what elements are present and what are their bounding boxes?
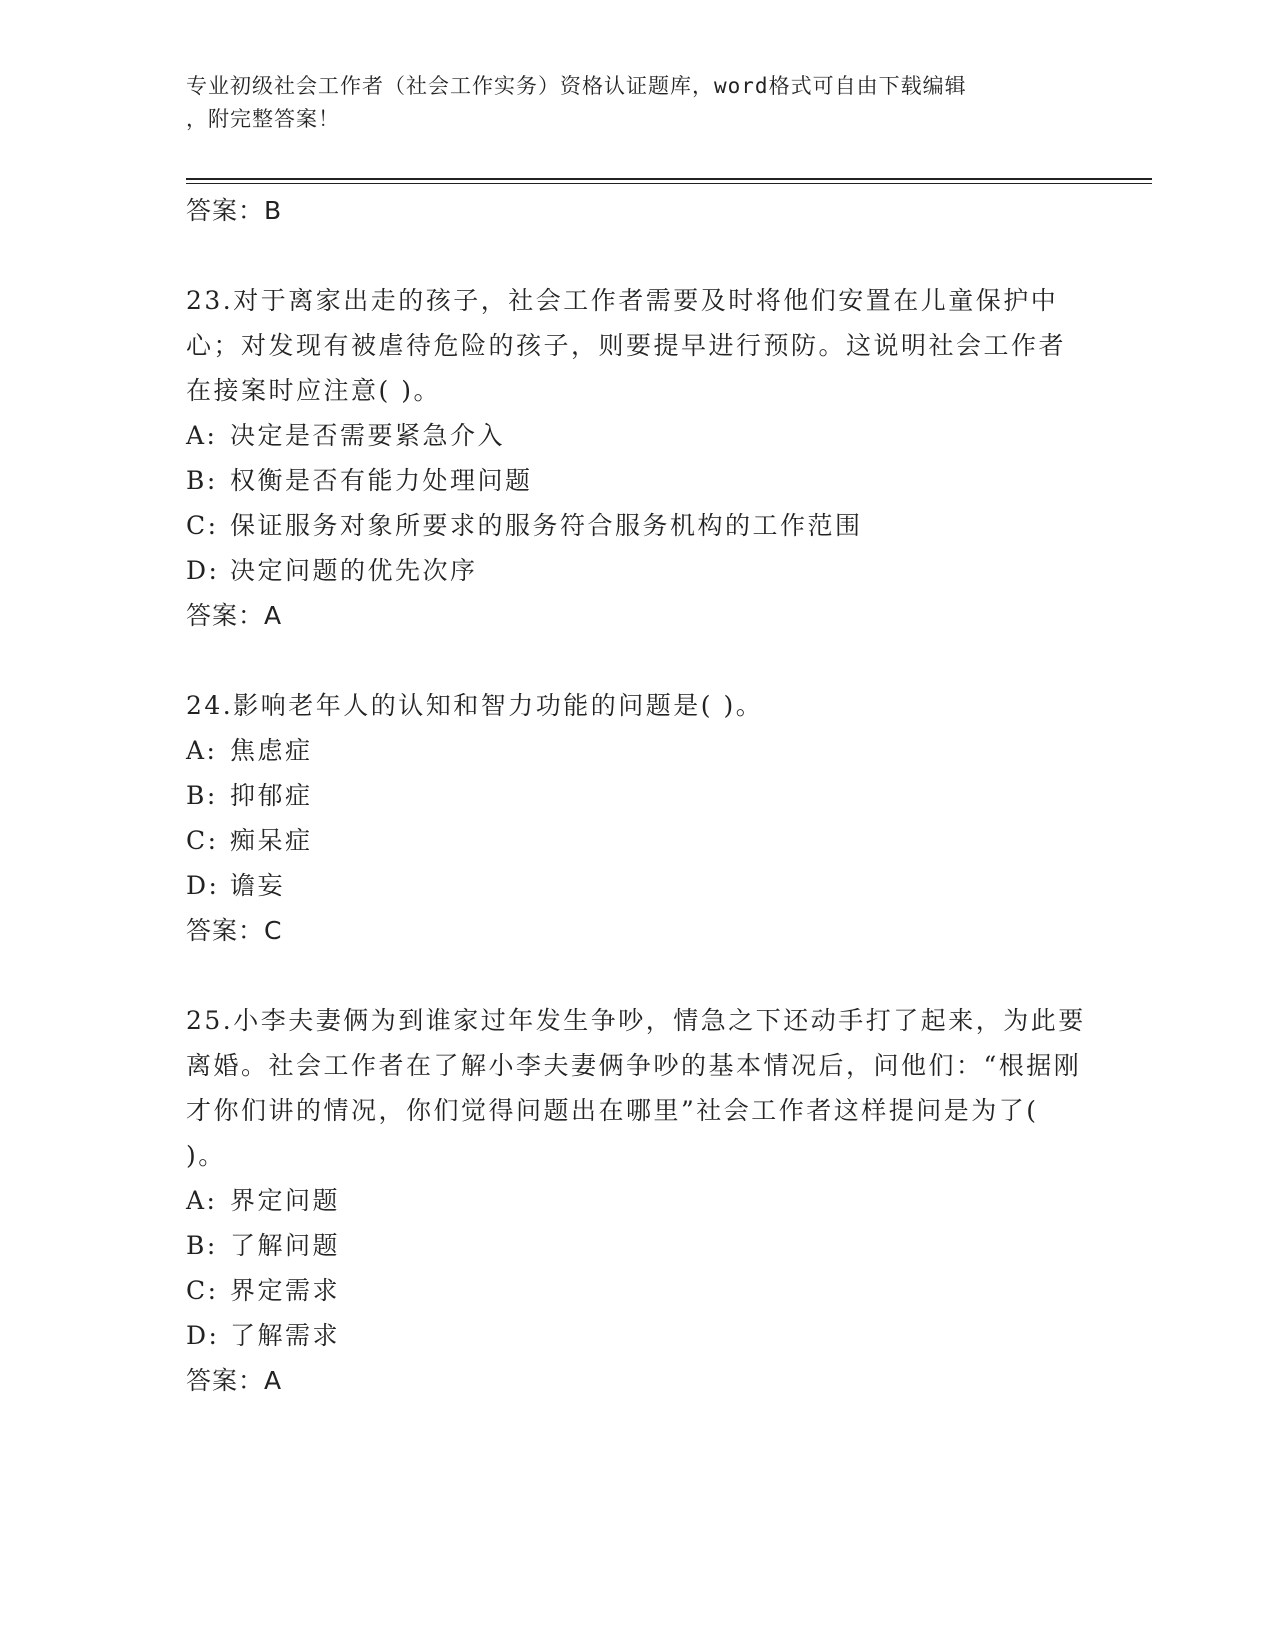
question-23 <box>186 278 1086 639</box>
answer: 答案：A <box>186 601 283 630</box>
option-text: 决定是否需要紧急介入 <box>230 421 506 450</box>
option-text: 了解问题 <box>230 1231 341 1260</box>
option-d <box>186 863 1086 908</box>
answer: 答案：A <box>186 1366 283 1395</box>
previous-answer: 答案：B <box>186 196 283 225</box>
option-text: 焦虑症 <box>230 736 313 765</box>
option-text: 权衡是否有能力处理问题 <box>230 466 533 495</box>
option-text: 保证服务对象所要求的服务符合服务机构的工作范围 <box>230 511 863 540</box>
spacer <box>186 234 1086 278</box>
option-key: B: <box>186 781 218 810</box>
option-b <box>186 458 1086 503</box>
spacer <box>186 639 1086 683</box>
question-stem: 24.影响老年人的认知和智力功能的问题是( )。 <box>186 691 764 720</box>
option-a <box>186 413 1086 458</box>
answer: 答案：C <box>186 916 283 945</box>
option-text: 了解需求 <box>230 1321 341 1350</box>
option-key: C: <box>186 1276 219 1305</box>
option-d <box>186 1313 1086 1358</box>
option-b <box>186 773 1086 818</box>
option-text: 谵妄 <box>230 871 286 900</box>
option-c <box>186 503 1086 548</box>
header-line-2: ，附完整答案！ <box>186 107 340 131</box>
option-b <box>186 1223 1086 1268</box>
option-text: 痴呆症 <box>230 826 313 855</box>
question-25 <box>186 998 1086 1404</box>
option-d <box>186 548 1086 593</box>
option-c <box>186 1268 1086 1313</box>
option-text: 界定需求 <box>230 1276 341 1305</box>
option-text: 界定问题 <box>230 1186 341 1215</box>
option-text: 决定问题的优先次序 <box>230 556 478 585</box>
option-c <box>186 818 1086 863</box>
question-stem: 23.对于离家出走的孩子，社会工作者需要及时将他们安置在儿童保护中心；对发现有被虐待危险的孩子，则要提早进行预防。这说明社会工作者在接案时应注意( )。 <box>186 286 1067 405</box>
option-key: D: <box>186 556 220 585</box>
option-key: A: <box>186 421 218 450</box>
option-key: D: <box>186 871 220 900</box>
option-key: B: <box>186 466 218 495</box>
question-24 <box>186 683 1086 954</box>
option-text: 抑郁症 <box>230 781 313 810</box>
option-key: D: <box>186 1321 220 1350</box>
option-key: C: <box>186 826 219 855</box>
option-key: A: <box>186 1186 218 1215</box>
question-list <box>186 188 1086 1404</box>
header-rule-thin <box>186 183 1152 184</box>
option-key: C: <box>186 511 219 540</box>
option-a <box>186 728 1086 773</box>
question-stem: 25.小李夫妻俩为到谁家过年发生争吵，情急之下还动手打了起来，为此要离婚。社会工作者在了解小李夫妻俩争吵的基本情况后，问他们：“根据刚才你们讲的情况，你们觉得问题出在哪里”社会工作者这样提问是为了( )。 <box>186 1006 1086 1170</box>
page-header <box>186 70 1086 136</box>
option-key: A: <box>186 736 218 765</box>
header-rule-thick <box>186 178 1152 180</box>
option-key: B: <box>186 1231 218 1260</box>
header-line-1: 专业初级社会工作者（社会工作实务）资格认证题库，word格式可自由下载编辑 <box>186 74 967 98</box>
spacer <box>186 954 1086 998</box>
option-a <box>186 1178 1086 1223</box>
